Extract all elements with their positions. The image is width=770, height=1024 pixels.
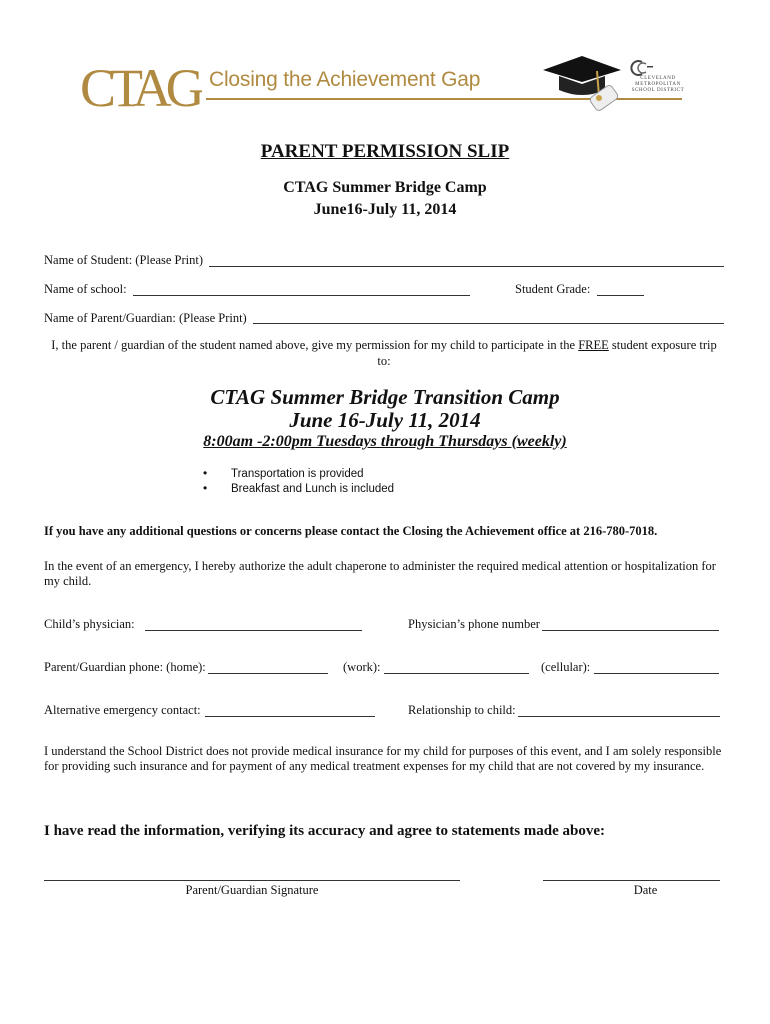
home-phone-field[interactable] xyxy=(208,673,328,674)
alt-contact-label: Alternative emergency contact: xyxy=(44,703,201,717)
graduation-cap-icon xyxy=(537,52,627,112)
cell-phone-label: (cellular): xyxy=(541,660,591,674)
cell-phone-field[interactable] xyxy=(594,673,719,674)
camp-subtitle: CTAG Summer Bridge Camp xyxy=(283,179,487,196)
insurance-disclaimer-text: I understand the School District does not provide medical insurance for my child for purposes of this event, and I am solely responsible for providing such insurance and for payment of any medical treatment expenses for my child that are not covered by my insurance. xyxy=(44,744,722,773)
home-phone-label: Parent/Guardian phone: (home): xyxy=(44,660,206,674)
student-grade-label: Student Grade: xyxy=(515,282,591,296)
school-name-label: Name of school: xyxy=(44,282,127,296)
camp-benefits-list xyxy=(203,467,394,497)
alt-contact-field[interactable] xyxy=(205,716,375,717)
physician-phone-label: Physician’s phone number xyxy=(408,617,540,631)
date-label: Date xyxy=(633,883,658,897)
signature-field[interactable] xyxy=(44,880,460,881)
physician-phone-field[interactable] xyxy=(542,630,719,631)
work-phone-label: (work): xyxy=(343,660,381,674)
student-grade-field[interactable] xyxy=(597,295,644,296)
work-phone-field[interactable] xyxy=(384,673,529,674)
parent-name-field[interactable] xyxy=(253,323,724,324)
relationship-label: Relationship to child: xyxy=(408,703,516,717)
camp-schedule: 8:00am -2:00pm Tuesdays through Thursdays (weekly) xyxy=(203,433,567,450)
relationship-field[interactable] xyxy=(518,716,720,717)
school-name-field[interactable] xyxy=(133,295,470,296)
free-emphasis: FREE xyxy=(578,338,609,352)
contact-note: If you have any additional questions or concerns please contact the Closing the Achievement office at 216-780-7018. xyxy=(44,524,658,538)
district-logo xyxy=(624,60,692,96)
agreement-statement: I have read the information, verifying its accuracy and agree to statements made above: xyxy=(44,823,606,839)
emergency-authorization-text: In the event of an emergency, I hereby authorize the adult chaperone to administer the required medical attention or hospitalization for my child. xyxy=(44,559,716,588)
list-item: • Breakfast and Lunch is included xyxy=(203,482,394,497)
permission-statement-end: student exposure trip to: xyxy=(377,338,717,368)
camp-dates-subtitle: June16-July 11, 2014 xyxy=(313,201,457,218)
district-logo-text: CLEVELAND METROPOLITAN SCHOOL DISTRICT xyxy=(631,76,685,93)
district-emblem-icon xyxy=(630,60,654,76)
permission-statement xyxy=(44,337,724,369)
page-title: PARENT PERMISSION SLIP xyxy=(260,141,510,162)
student-name-field[interactable] xyxy=(209,266,724,267)
ctag-logo xyxy=(80,60,202,110)
signature-label: Parent/Guardian Signature xyxy=(185,883,319,897)
physician-field[interactable] xyxy=(145,630,362,631)
permission-statement-text: I, the parent / guardian of the student named above, give my permission for my child to participate in the xyxy=(51,338,579,352)
physician-label: Child’s physician: xyxy=(44,617,135,631)
date-field[interactable] xyxy=(543,880,720,881)
student-name-label: Name of Student: (Please Print) xyxy=(44,253,203,267)
list-item: • Transportation is provided xyxy=(203,467,394,482)
camp-dates: June 16-July 11, 2014 xyxy=(289,408,481,432)
parent-name-label: Name of Parent/Guardian: (Please Print) xyxy=(44,311,247,325)
camp-name: CTAG Summer Bridge Transition Camp xyxy=(210,385,560,409)
brand-tagline: Closing the Achievement Gap xyxy=(209,68,481,91)
ctag-logo-text: CTAG xyxy=(80,60,199,110)
